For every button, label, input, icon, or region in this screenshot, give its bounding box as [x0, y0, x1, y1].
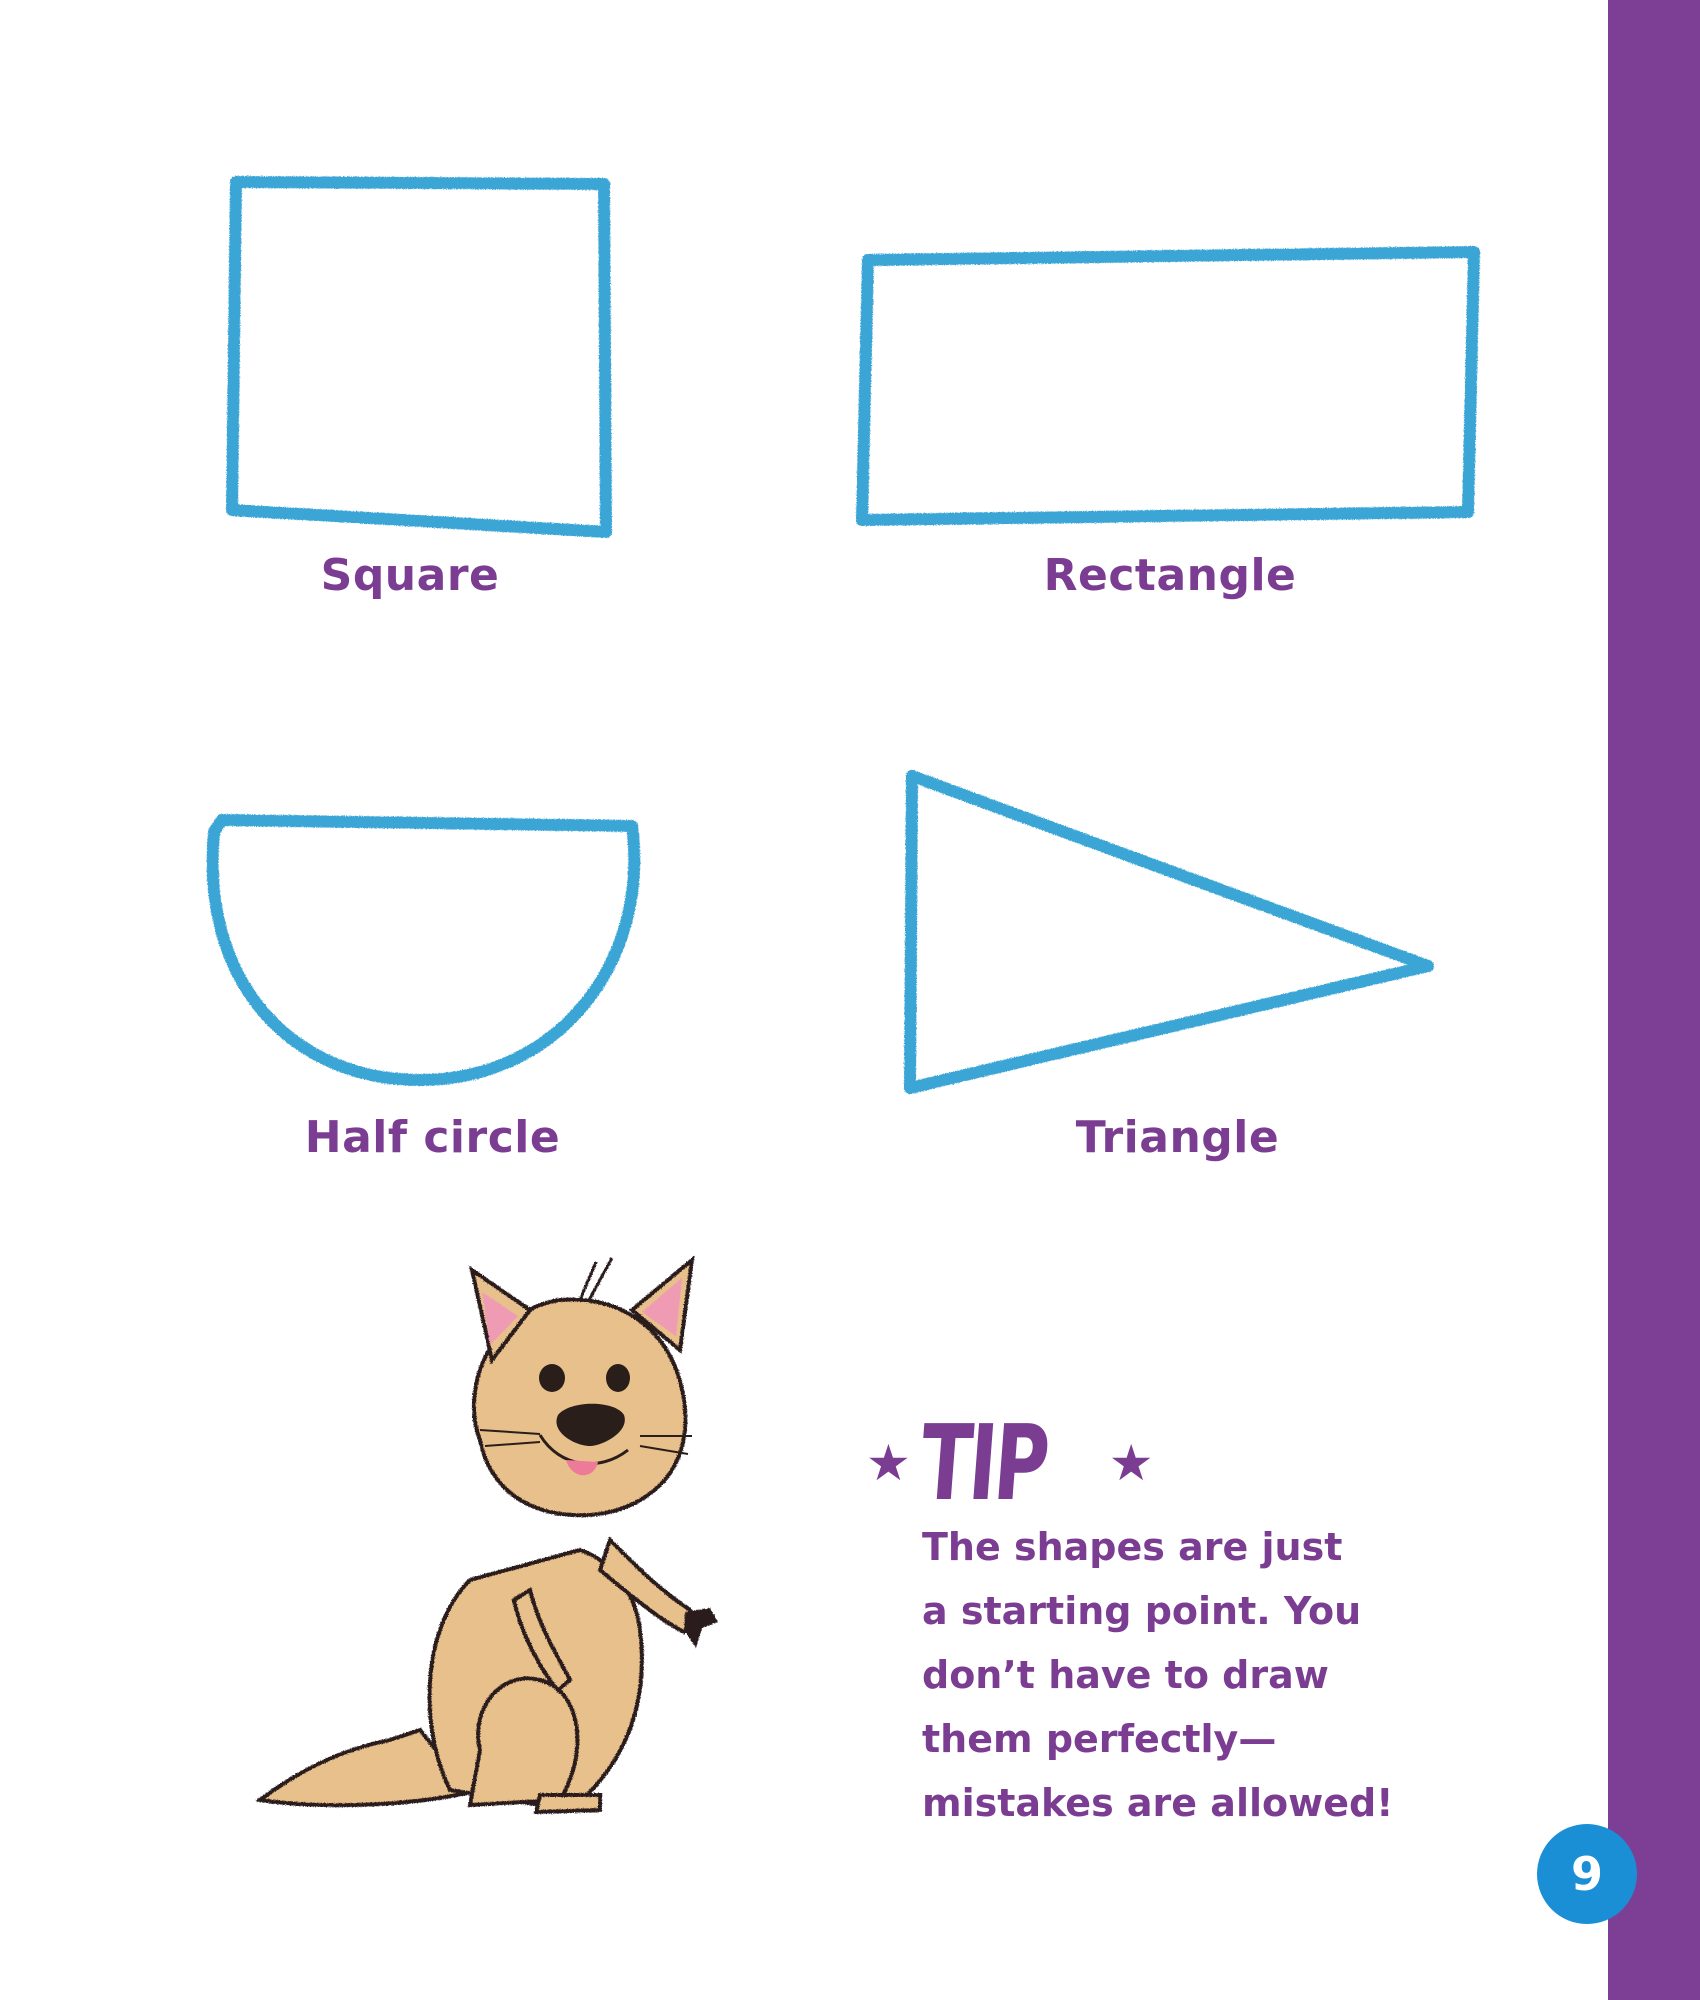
triangle-shape: [910, 776, 1428, 1088]
triangle-label: Triangle: [1075, 1112, 1280, 1163]
tip-line: The shapes are just: [922, 1525, 1343, 1569]
square-label: Square: [320, 550, 500, 601]
quokka-hair-tuft: [580, 1258, 612, 1302]
page-number: 9: [1570, 1847, 1603, 1901]
tip-line: a starting point. You: [922, 1589, 1362, 1633]
quokka-right-hand: [684, 1608, 718, 1648]
tip-line: don’t have to draw: [922, 1653, 1329, 1697]
quokka-illustration: [240, 1210, 880, 1830]
star-icon: ★: [866, 1434, 911, 1492]
page-number-badge: [1537, 1824, 1637, 1924]
square-shape: [232, 182, 606, 532]
half-circle-shape: [213, 820, 635, 1080]
rectangle-label: Rectangle: [1043, 550, 1297, 601]
tip-title: TIP: [916, 1402, 1051, 1524]
tip-text: [922, 1515, 1402, 1835]
tip-line: them perfectly—: [922, 1717, 1277, 1761]
star-icon: ★: [1108, 1434, 1154, 1492]
rectangle-shape: [862, 252, 1474, 520]
tip-line: mistakes are allowed!: [922, 1781, 1394, 1825]
quokka-left-eye: [539, 1364, 565, 1392]
quokka-right-eye: [606, 1364, 630, 1392]
half-circle-label: Half circle: [304, 1112, 561, 1163]
quokka-foot: [536, 1795, 600, 1812]
tip-heading: [866, 1402, 1154, 1524]
